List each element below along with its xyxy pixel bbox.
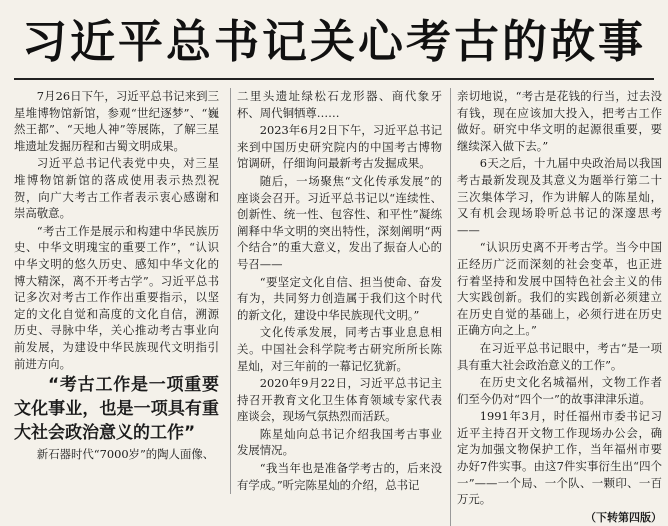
column-2 <box>230 88 442 494</box>
paragraph: 在习近平总书记眼中，考古“是一项具有重大社会政治意义的工作”。 <box>457 340 662 372</box>
paragraph: 7月26日下午，习近平总书记来到三星堆博物馆新馆，参观“世纪逐梦”、“巍然王都”、“天地人神”等展陈，了解三星堆遗址发掘历程和古蜀文明成果。 <box>14 89 219 153</box>
paragraph: 1991年3月，时任福州市委书记习近平主持召开文物工作现场办公会，确定为加强文物保护工作，当年福州市要办好7件实事。由这7件实事衍生出“四个一”——一个局、一个队、一颗印、一百万元。 <box>457 409 662 507</box>
paragraph: 陈星灿向总书记介绍我国考古事业发展情况。 <box>237 426 442 458</box>
paragraph: “我当年也是准备学考古的，后来没有学成。”听完陈星灿的介绍，总书记 <box>237 461 442 492</box>
paragraph: 习近平总书记代表党中央，对三星堆博物馆新馆的落成使用表示热烈祝贺，向广大考古工作者表示衷心感谢和崇高敬意。 <box>14 156 219 221</box>
paragraph: 在历史文化名城福州，文物工作者们至今仍对“四个一”的故事津津乐道。 <box>457 375 662 406</box>
paragraph: “要坚定文化自信、担当使命、奋发有为，共同努力创造属于我们这个时代的新文化，建设中华民族现代文明。” <box>237 274 442 322</box>
paragraph: 文化传承发展，同考古事业息息相关。中国社会科学院考古研究所所长陈星灿，对三年前的一幕记忆犹新。 <box>237 325 442 373</box>
headline-rule <box>14 78 654 80</box>
paragraph: 新石器时代“7000岁”的陶人面像、 <box>36 447 215 462</box>
paragraph: 2023年6月2日下午，习近平总书记来到中国历史研究院内的中国考古博物馆调研，仔细询问最新考古发掘成果。 <box>237 123 442 171</box>
headline: 习近平总书记关心考古的故事 <box>21 14 646 68</box>
paragraph: 亲切地说，“考古是花钱的行当，过去没有钱，现在应该加大投入，把考古工作做好。研究中华文明的起源很重要，要继续深入做下去。” <box>457 89 662 153</box>
paragraph: “考古工作是展示和构建中华民族历史、中华文明瑰宝的重要工作”，“认识中华文明的悠久历史、感知中华文化的博大精深，离不开考古学”。习近平总书记多次对考古工作作出重要指示，以坚定的文化自觉和高度的文化自信，溯源历史、寻脉中华，关心推动考古事业向前发展，为建设中华民族现代文明指引前进方向。 <box>14 223 219 371</box>
pull-quote: “考古工作是一项重要文化事业，也是一项具有重大社会政治意义的工作” <box>14 375 219 444</box>
continued-note: （下转第四版） <box>585 510 662 524</box>
column-3 <box>450 88 662 526</box>
paragraph: 二里头遗址绿松石龙形器、商代象牙杯、周代铜牺尊…… <box>237 89 442 120</box>
paragraph: 2020年9月22日，习近平总书记主持召开教育文化卫生体育领域专家代表座谈会，现场气氛热烈而活跃。 <box>237 376 442 424</box>
column-1 <box>14 88 219 464</box>
paragraph: 6天之后，十九届中央政治局以我国考古最新发现及其意义为题举行第二十三次集体学习，作为讲解人的陈星灿，又有机会现场聆听总书记的深邃思考—— <box>457 156 662 237</box>
paragraph: “认识历史离不开考古学。当今中国正经历广泛而深刻的社会变革，也正进行着坚持和发展中国特色社会主义的伟大实践创新。我们的实践创新必须建立在历史自觉的基础上，必须行进在历史正确方向之上。” <box>457 240 662 338</box>
paragraph: 随后，一场聚焦“文化传承发展”的座谈会召开。习近平总书记以“连续性、创新性、统一性、包容性、和平性”凝练阐释中华文明的突出特性，深刻阐明“两个结合”的重大意义，发出了振奋人心的号召—— <box>237 173 442 271</box>
